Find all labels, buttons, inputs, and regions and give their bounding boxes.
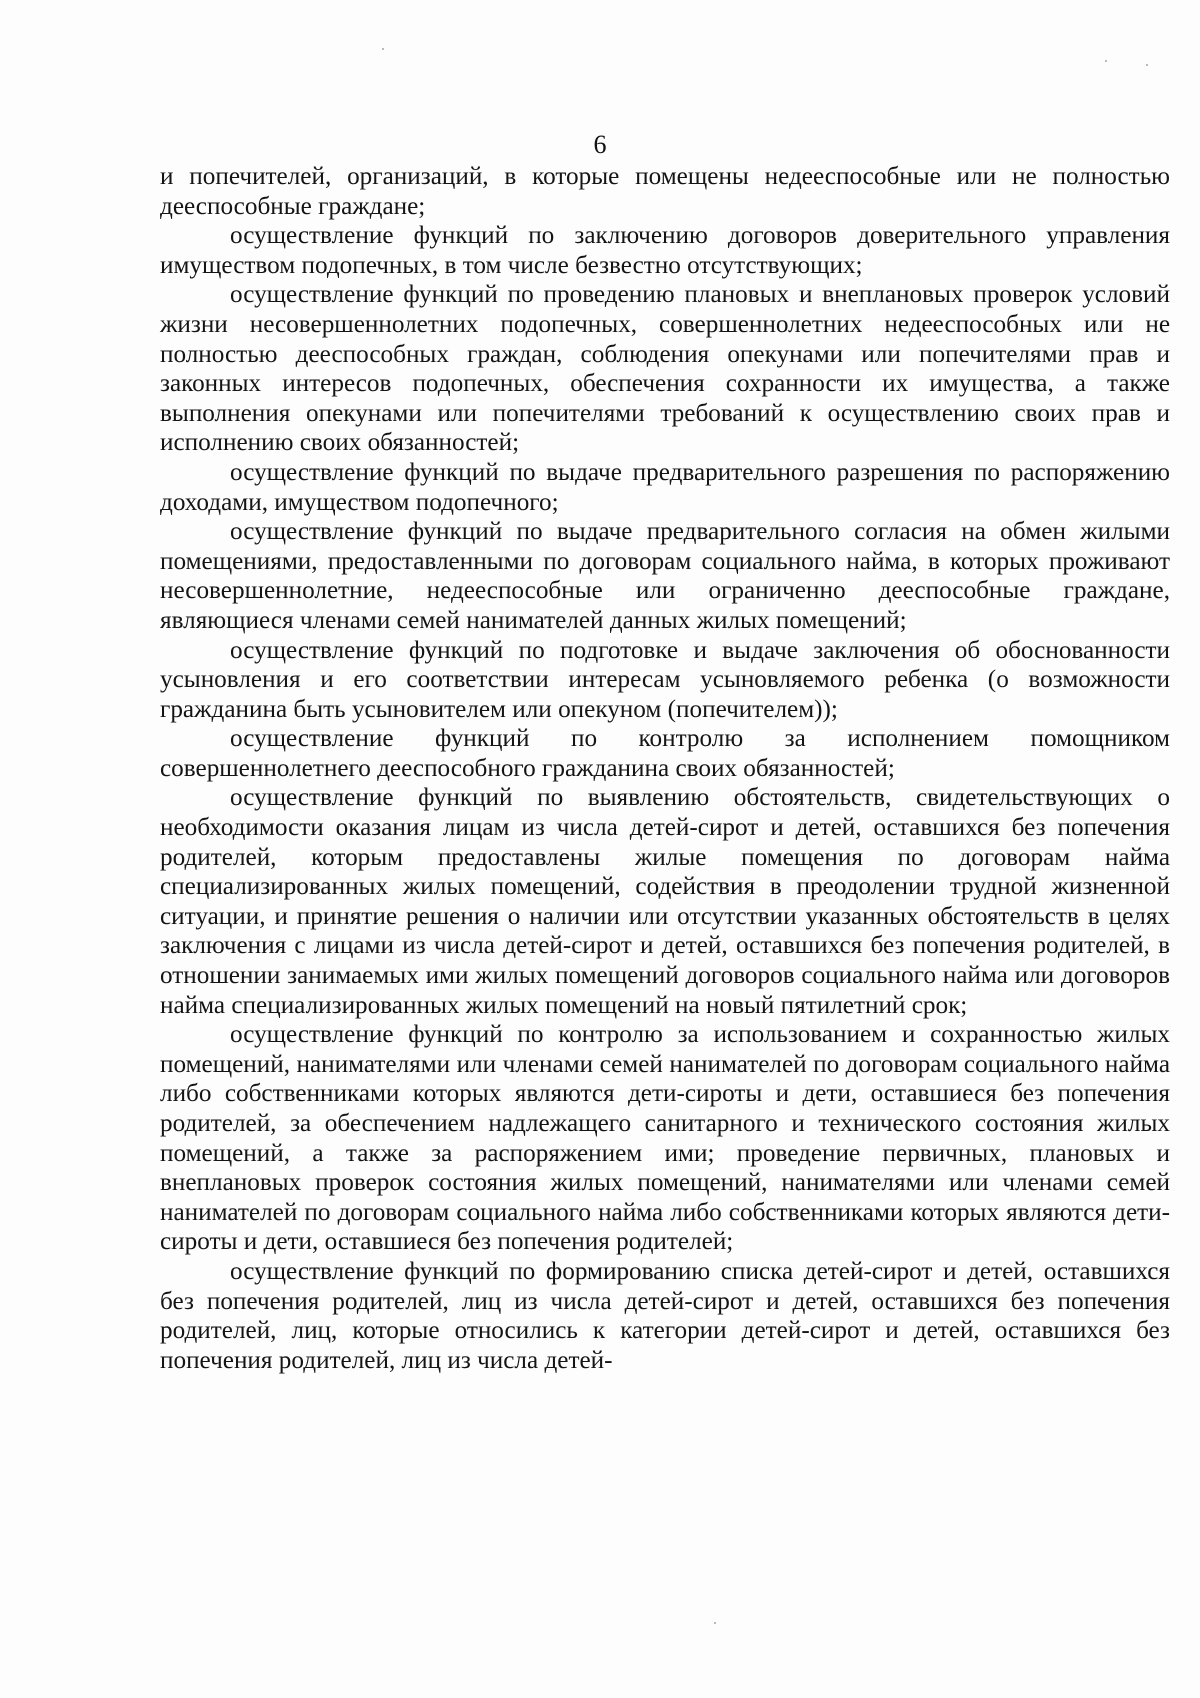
- scan-speck: [382, 48, 384, 50]
- paragraph: осуществление функций по выявлению обстоятельств, свидетельствующих о необходимости оказания лицам из числа детей-сирот и детей, оставшихся без попечения родителей, которым предоставлены жилые помещения по договорам найма специализированных жилых помещений, содействия в преодолении трудной жизненной ситуации, и принятие решения о наличии или отсутствии указанных обстоятельств в целях заключения с лицами из числа детей-сирот и детей, оставшихся без попечения родителей, в отношении занимаемых ими жилых помещений договоров социального найма или договоров найма специализированных жилых помещений на новый пятилетний срок;: [160, 784, 1170, 1019]
- paragraph: осуществление функций по выдаче предварительного согласия на обмен жилыми помещениями, предоставленными по договорам социального найма, в которых проживают несовершеннолетние, недееспособные или ограниченно дееспособные граждане, являющиеся членами семей нанимателей данных жилых помещений;: [160, 518, 1170, 634]
- paragraph: осуществление функций по формированию списка детей-сирот и детей, оставшихся без попечения родителей, лиц из числа детей-сирот и детей, оставшихся без попечения родителей, лиц, которые относились к категории детей-сирот и детей, оставшихся без попечения родителей, лиц из числа детей-: [160, 1257, 1170, 1374]
- paragraph: осуществление функций по контролю за исполнением помощником совершеннолетнего дееспособного гражданина своих обязанностей;: [160, 725, 1170, 782]
- paragraph: осуществление функций по проведению плановых и внеплановых проверок условий жизни несовершеннолетних подопечных, совершеннолетних недееспособных или не полностью дееспособных граждан, соблюдения опекунами или попечителями прав и законных интересов подопечных, обеспечения сохранности их имущества, а также выполнения опекунами или попечителями требований к осуществлению своих прав и исполнению своих обязанностей;: [160, 281, 1170, 457]
- paragraph: осуществление функций по выдаче предварительного разрешения по распоряжению доходами, имуществом подопечного;: [160, 458, 1170, 516]
- scan-speck: [1146, 64, 1148, 66]
- document-body: [160, 162, 1170, 1375]
- page-number: 6: [593, 130, 607, 159]
- paragraph: осуществление функций по подготовке и выдаче заключения об обоснованности усыновления и его соответствии интересам усыновляемого ребенка (о возможности гражданина быть усыновителем или опекуном (попечителем));: [160, 636, 1170, 723]
- scan-speck: [1105, 60, 1107, 62]
- paragraph: осуществление функций по контролю за использованием и сохранностью жилых помещений, нанимателями или членами семей нанимателей по договорам социального найма либо собственниками которых являются дети-сироты и дети, оставшиеся без попечения родителей, за обеспечением надлежащего санитарного и технического состояния жилых помещений, а также за распоряжением ими; проведение первичных, плановых и внеплановых проверок состояния жилых помещений, нанимателями или членами семей нанимателей по договорам социального найма либо собственниками которых являются дети-сироты и дети, оставшиеся без попечения родителей;: [160, 1021, 1170, 1256]
- scan-speck: [714, 1622, 716, 1624]
- paragraph: осуществление функций по заключению договоров доверительного управления имуществом подопечных, в том числе безвестно отсутствующих;: [160, 222, 1170, 279]
- paragraph: и попечителей, организаций, в которые помещены недееспособные или не полностью дееспособные граждане;: [160, 163, 1170, 220]
